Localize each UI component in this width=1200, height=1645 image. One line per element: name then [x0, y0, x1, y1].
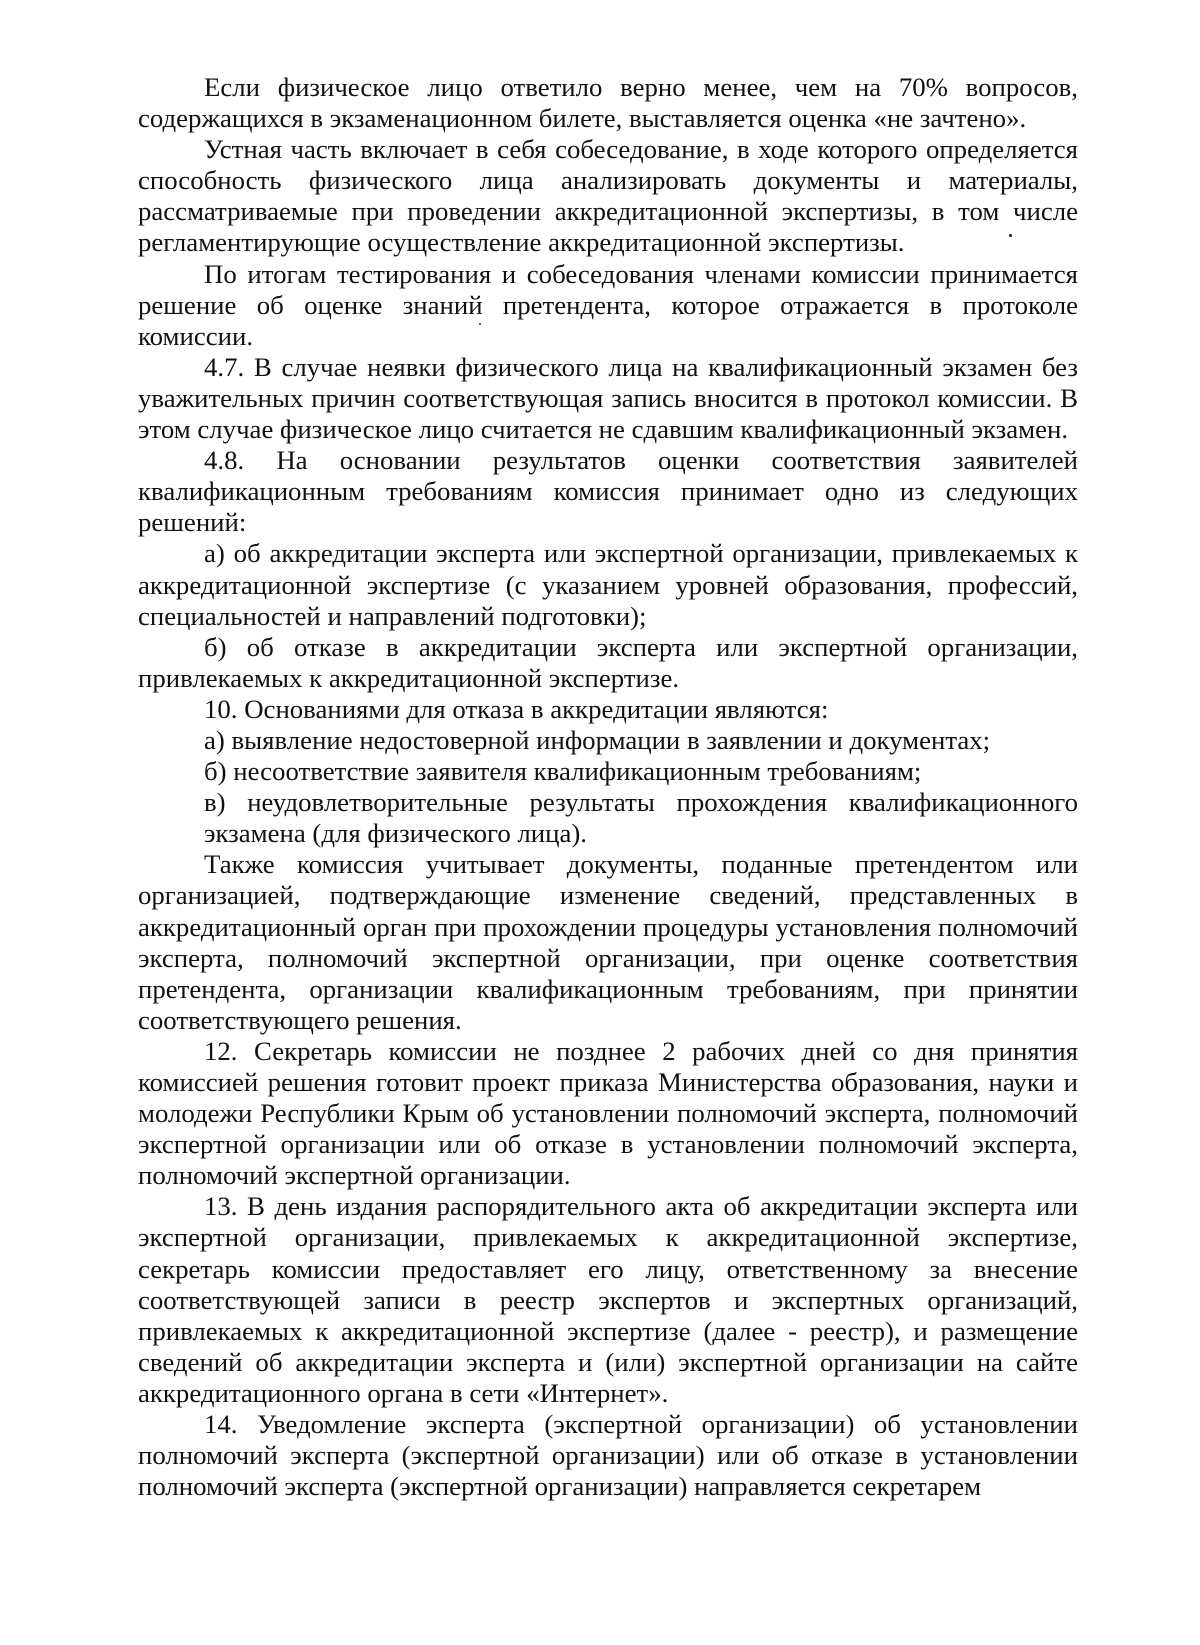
paragraph-commission-considers-documents: Также комиссия учитывает документы, поданные претендентом или организацией, подтверждающие изменение сведений, представленных в аккредитационный орган при прохождении процедуры установления полномочий эксперта, полномочий экспертной организации, при оценке соответствия претендента, организации квалификационным требованиям, при принятии соответствующего решения.	[138, 849, 1078, 1035]
paragraph-10-refusal-grounds: 10. Основаниями для отказа в аккредитации являются:	[204, 693, 829, 724]
paragraph-4-8-decisions: 4.8. На основании результатов оценки соответствия заявителей квалификационным требованиям комиссия принимает одно из следующих решений:	[138, 445, 1078, 538]
paragraph-oral-part: Устная часть включает в себя собеседование, в ходе которого определяется способность физического лица анализировать документы и материалы, рассматриваемые при проведении аккредитационной экспертизы, в том числе регламентирующие осуществление аккредитационной экспертизы.	[138, 134, 1078, 258]
list-item-ground-non-compliance: б) несоответствие заявителя квалификационным требованиям;	[204, 756, 922, 787]
paragraph-13-registry: 13. В день издания распорядительного акта об аккредитации эксперта или экспертной организации, привлекаемых к аккредитационной экспертизе, секретарь комиссии предоставляет его лицу, ответственному за внесение соответствующей записи в реестр экспертов и экспертных организаций, привлекаемых к аккредитационной экспертизе (далее - реестр), и размещение сведений об аккредитации эксперта и (или) экспертной организации на сайте аккредитационного органа в сети «Интернет».	[138, 1191, 1078, 1408]
paragraph-12-secretary-order: 12. Секретарь комиссии не позднее 2 рабочих дней со дня принятия комиссией решения готовит проект приказа Министерства образования, науки и молодежи Республики Крым об установлении полномочий эксперта, полномочий экспертной организации или об отказе в установлении полномочий эксперта, полномочий экспертной организации.	[138, 1035, 1078, 1191]
list-item-decision-refusal: б) об отказе в аккредитации эксперта или экспертной организации, привлекаемых к аккредитационной экспертизе.	[138, 631, 1078, 693]
paragraph-14-notification: 14. Уведомление эксперта (экспертной организации) об установлении полномочий эксперта (экспертной организации) или об отказе в установлении полномочий эксперта (экспертной организации) направляется секретарем	[138, 1409, 1078, 1502]
list-item-ground-unreliable-info: а) выявление недостоверной информации в заявлении и документах;	[204, 724, 991, 755]
list-item-decision-accreditation: а) об аккредитации эксперта или экспертной организации, привлекаемых к аккредитационной экспертизе (с указанием уровней образования, профессий, специальностей и направлений подготовки);	[138, 538, 1078, 631]
list-item-ground-exam-results: в) неудовлетворительные результаты прохождения квалификационного экзамена (для физического лица).	[204, 787, 1078, 849]
paragraph-commission-decision-on-knowledge: По итогам тестирования и собеседования членами комиссии принимается решение об оценке знаний претендента, которое отражается в протоколе комиссии.	[138, 258, 1078, 351]
scan-speck	[479, 323, 481, 325]
scan-speck	[1009, 234, 1012, 237]
paragraph-4-7-absence: 4.7. В случае неявки физического лица на квалификационный экзамен без уважительных причин соответствующая запись вносится в протокол комиссии. В этом случае физическое лицо считается не сдавшим квалификационный экзамен.	[138, 351, 1078, 445]
paragraph-exam-failed-score: Если физическое лицо ответило верно менее, чем на 70% вопросов, содержащихся в экзаменационном билете, выставляется оценка «не зачтено».	[138, 72, 1078, 134]
document-body	[138, 72, 1078, 1502]
